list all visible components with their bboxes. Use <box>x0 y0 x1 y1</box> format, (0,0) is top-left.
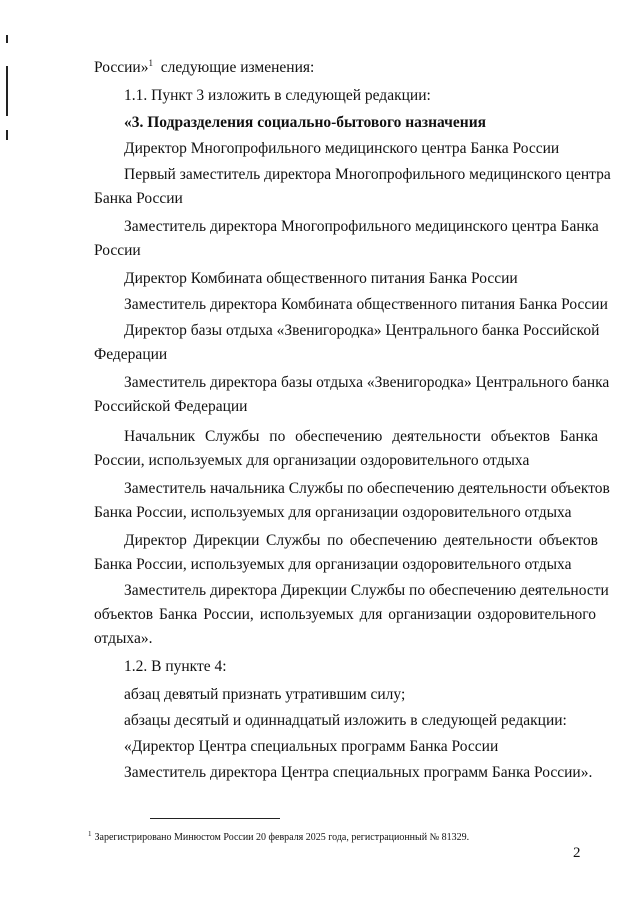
position-line-cont: Банка России <box>94 190 183 207</box>
section-3-heading: «3. Подразделения социально-бытового назначения <box>124 114 487 131</box>
footnote-marker: 1 <box>88 829 92 838</box>
position-line: Первый заместитель директора Многопрофильного медицинского центра <box>124 166 611 183</box>
position-line-cont: отдыха». <box>94 630 153 647</box>
position-line: Директор Многопрофильного медицинского центра Банка России <box>124 140 560 157</box>
clause-text: абзацы десятый и одиннадцатый изложить в следующей редакции: <box>124 712 567 729</box>
position-line: Заместитель начальника Службы по обеспечению деятельности объектов <box>124 480 610 497</box>
clause-text: абзац девятый признать утратившим силу; <box>124 686 406 703</box>
page-number: 2 <box>573 845 581 861</box>
position-line-cont: Федерации <box>94 346 168 363</box>
position-line-cont: Банка России, используемых для организации оздоровительного отдыха <box>94 504 572 521</box>
position-line: Заместитель директора Многопрофильного медицинского центра Банка <box>124 218 599 235</box>
footnote-reference: 1 <box>148 57 153 68</box>
footnote <box>88 829 470 844</box>
footnote-text: Зарегистрировано Минюстом России 20 февраля 2025 года, регистрационный № 81329. <box>94 832 470 843</box>
position-line: Директор Комбината общественного питания Банка России <box>124 270 518 287</box>
clause-text: Заместитель директора Центра специальных программ Банка России». <box>124 764 593 781</box>
clause-1-1: 1.1. Пункт 3 изложить в следующей редакции: <box>124 87 431 104</box>
position-line-cont: Российской Федерации <box>94 398 248 415</box>
scan-edge-mark-3 <box>6 130 8 140</box>
scan-edge-mark-2 <box>6 66 8 116</box>
position-line-cont: России <box>94 242 141 259</box>
position-line: Директор Дирекции Службы по обеспечению деятельности объектов <box>124 532 598 549</box>
position-line-cont: объектов Банка России, используемых для организации оздоровительного <box>94 606 596 623</box>
position-line: Заместитель директора Дирекции Службы по обеспечению деятельности <box>124 582 609 599</box>
position-line-cont: России, используемых для организации оздоровительного отдыха <box>94 452 530 469</box>
footnote-separator <box>150 818 280 819</box>
position-line: Начальник Службы по обеспечению деятельности объектов Банка <box>124 428 598 445</box>
position-line: Заместитель директора Комбината общественного питания Банка России <box>124 296 608 313</box>
position-line: Директор базы отдыха «Звенигородка» Центрального банка Российской <box>124 322 600 339</box>
scan-edge-mark-1 <box>6 35 8 43</box>
position-line: Заместитель директора базы отдыха «Звенигородка» Центрального банка <box>124 374 610 391</box>
clause-text: «Директор Центра специальных программ Банка России <box>124 738 499 755</box>
clause-1-2: 1.2. В пункте 4: <box>124 658 227 675</box>
position-line-cont: Банка России, используемых для организации оздоровительного отдыха <box>94 556 572 573</box>
text-line-continuation: России»$^1$ следующие изменения: <box>94 57 315 76</box>
